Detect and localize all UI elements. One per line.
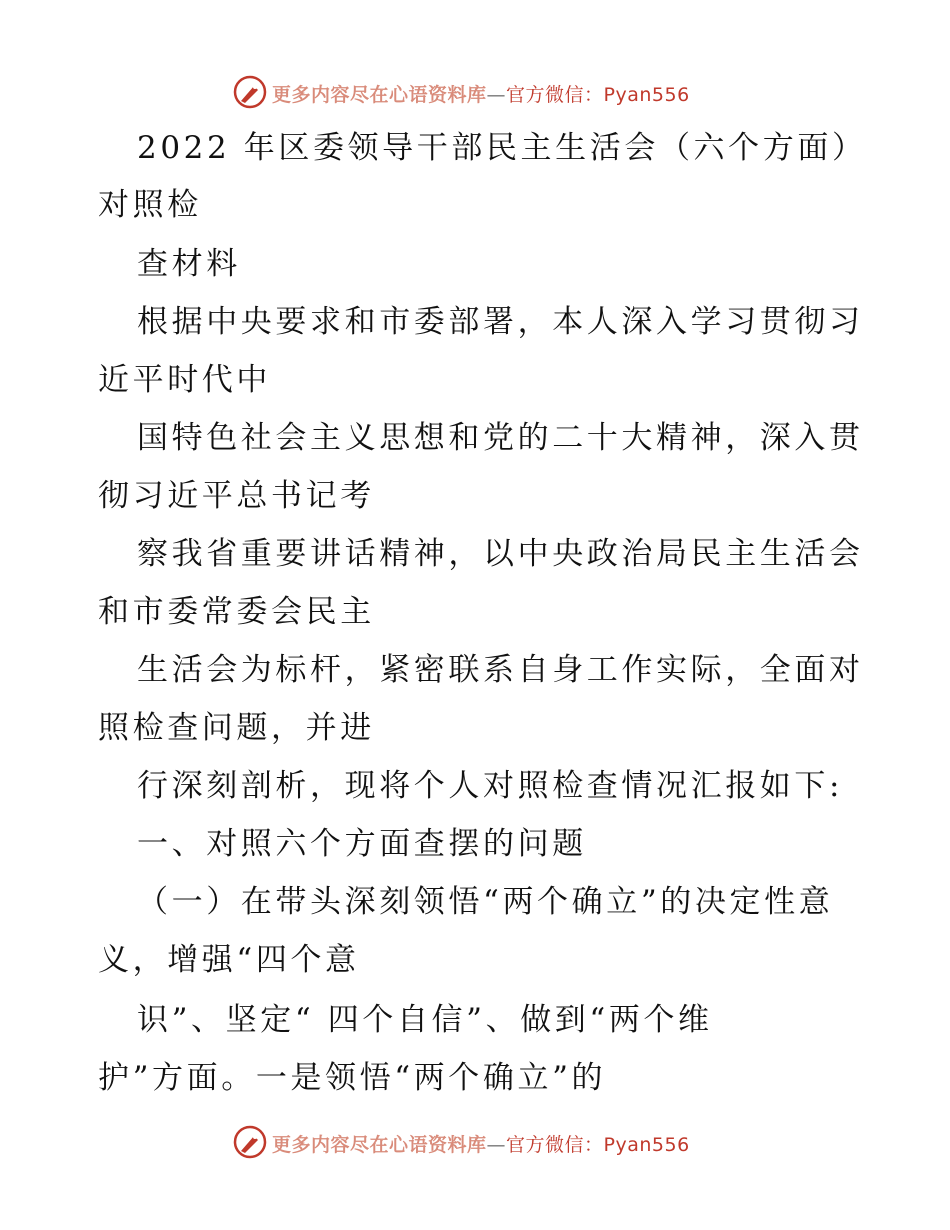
doc-line: 识”、坚定“ 四个自信”、做到“两个维 <box>137 1002 713 1038</box>
doc-line: 国特色社会主义思想和党的二十大精神，深入贯 <box>137 420 864 456</box>
watermark-text <box>272 1130 690 1157</box>
doc-line: 根据中央要求和市委部署，本人深入学习贯彻习 <box>137 304 864 340</box>
doc-line: 照检查问题，并进 <box>98 710 375 746</box>
doc-line: 近平时代中 <box>98 362 271 398</box>
watermark-brand: 更多内容尽在心语资料库 <box>272 1134 487 1156</box>
footer-watermark <box>0 1122 950 1162</box>
section-heading: 一、对照六个方面查摆的问题 <box>137 826 587 862</box>
doc-line: （一）在带头深刻领悟“两个确立”的决定性意 <box>137 884 834 920</box>
watermark-handle: Pyan556 <box>603 84 690 106</box>
watermark-separator: — <box>486 1134 507 1156</box>
doc-line: 2022 年区委领导干部民主生活会（六个方面） <box>137 130 867 166</box>
doc-line: 彻习近平总书记考 <box>98 478 375 514</box>
watermark-handle: Pyan556 <box>603 1134 690 1156</box>
doc-line: 护”方面。一是领悟“两个确立”的 <box>98 1060 607 1096</box>
doc-line: 对照检 <box>98 187 202 223</box>
doc-line: 和市委常委会民主 <box>98 594 375 630</box>
doc-line: 察我省重要讲话精神，以中央政治局民主生活会 <box>137 536 864 572</box>
watermark-label: 官方微信： <box>506 84 604 106</box>
watermark-brand: 更多内容尽在心语资料库 <box>272 84 487 106</box>
doc-line: 行深刻剖析，现将个人对照检查情况汇报如下: <box>137 768 844 804</box>
doc-line: 义，增强“四个意 <box>98 942 360 978</box>
doc-line: 查材料 <box>137 246 241 282</box>
watermark-label: 官方微信： <box>506 1134 604 1156</box>
doc-line: 生活会为标杆，紧密联系自身工作实际，全面对 <box>137 652 864 688</box>
watermark-separator: — <box>486 84 507 106</box>
pen-nib-logo-icon <box>232 1124 268 1160</box>
